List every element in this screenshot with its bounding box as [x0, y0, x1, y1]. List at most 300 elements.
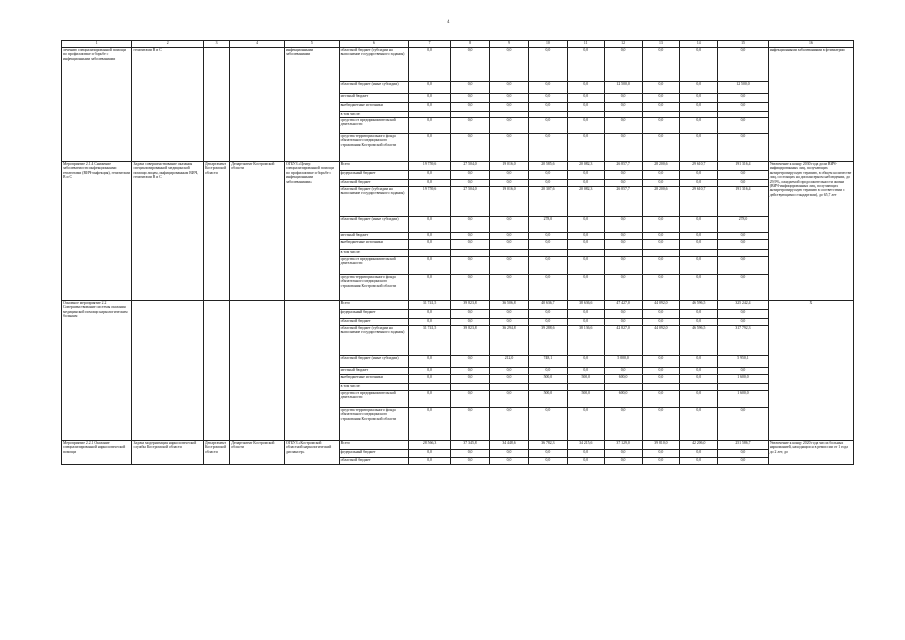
- amount-cell: 0,0: [604, 457, 642, 464]
- amount-cell: 0,0: [604, 93, 642, 102]
- amount-cell: 12 500,0: [604, 81, 642, 93]
- amount-cell: 0,0: [642, 407, 680, 440]
- funding-source-cell: областной бюджет (субсидии на выполнение государственного задания): [339, 47, 408, 81]
- amount-cell: 0,0: [409, 367, 451, 374]
- amount-cell: 0,0: [642, 309, 680, 318]
- amount-cell: [567, 249, 604, 256]
- funding-source-cell: областной бюджет: [339, 179, 408, 186]
- col-header: 7: [409, 41, 451, 48]
- amount-cell: 0,0: [680, 133, 718, 161]
- amount-cell: 0,0: [490, 102, 529, 111]
- funding-source-cell: областной бюджет: [339, 457, 408, 464]
- amount-cell: 0,0: [451, 390, 490, 407]
- amount-cell: [604, 249, 642, 256]
- table-row: [62, 440, 854, 449]
- funding-source-cell: средства от предпринимательской деятельности: [339, 390, 408, 407]
- amount-cell: 0,0: [718, 93, 768, 102]
- amount-cell: 0,0: [528, 256, 567, 274]
- amount-cell: [451, 249, 490, 256]
- amount-cell: 34 215,6: [567, 440, 604, 449]
- amount-cell: 0,0: [528, 318, 567, 325]
- amount-cell: 0,0: [567, 216, 604, 232]
- amount-cell: [680, 383, 718, 390]
- amount-cell: 0,0: [528, 170, 567, 179]
- amount-cell: 20 307,6: [528, 186, 567, 216]
- amount-cell: 39 823,8: [451, 325, 490, 355]
- amount-cell: 0,0: [680, 355, 718, 367]
- organization-cell: ОГБУЗ «Костромской областной наркологический диспансер»: [284, 440, 339, 464]
- amount-cell: 0,0: [718, 239, 768, 249]
- amount-cell: 0,0: [528, 117, 567, 133]
- amount-cell: [409, 383, 451, 390]
- amount-cell: 0,0: [642, 390, 680, 407]
- amount-cell: 0,0: [567, 117, 604, 133]
- amount-cell: 0,0: [567, 81, 604, 93]
- amount-cell: 0,0: [642, 179, 680, 186]
- amount-cell: 0,0: [718, 232, 768, 239]
- amount-cell: [490, 383, 529, 390]
- table-row: [62, 47, 854, 81]
- amount-cell: 0,0: [604, 102, 642, 111]
- amount-cell: 0,0: [567, 274, 604, 300]
- amount-cell: 0,0: [567, 449, 604, 457]
- amount-cell: 0,0: [490, 232, 529, 239]
- amount-cell: 0,0: [409, 179, 451, 186]
- executor-cell: Департамент Костромской области: [203, 440, 229, 464]
- organization-cell: инфекционными заболеваниями: [284, 47, 339, 161]
- amount-cell: 500,0: [567, 374, 604, 383]
- amount-cell: 0,0: [642, 117, 680, 133]
- amount-cell: 0,0: [409, 390, 451, 407]
- amount-cell: [451, 383, 490, 390]
- amount-cell: 0,0: [528, 309, 567, 318]
- amount-cell: 39 823,8: [451, 300, 490, 309]
- amount-cell: 19 016,0: [490, 161, 529, 170]
- task-cell: Задача модернизация наркологической службы Костромской области: [132, 440, 204, 464]
- amount-cell: [528, 383, 567, 390]
- amount-cell: 0,0: [451, 449, 490, 457]
- amount-cell: 1 600,0: [718, 390, 768, 407]
- funding-source-cell: средства от предпринимательской деятельности: [339, 117, 408, 133]
- amount-cell: 0,0: [409, 318, 451, 325]
- amount-cell: 0,0: [718, 274, 768, 300]
- amount-cell: 0,0: [528, 93, 567, 102]
- amount-cell: 0,0: [567, 318, 604, 325]
- col-header: 1: [62, 41, 132, 48]
- amount-cell: 0,0: [528, 407, 567, 440]
- amount-cell: 0,0: [680, 117, 718, 133]
- amount-cell: 0,0: [528, 457, 567, 464]
- funding-source-cell: Всего: [339, 161, 408, 170]
- amount-cell: 28 200,6: [642, 161, 680, 170]
- amount-cell: 0,0: [490, 318, 529, 325]
- amount-cell: 37 345,8: [451, 440, 490, 449]
- executor-cell: [203, 47, 229, 161]
- amount-cell: 0,0: [451, 133, 490, 161]
- header-row: [62, 41, 854, 48]
- amount-cell: 0,0: [409, 449, 451, 457]
- amount-cell: 0,0: [604, 449, 642, 457]
- amount-cell: 0,0: [528, 274, 567, 300]
- amount-cell: 251 586,7: [718, 440, 768, 449]
- amount-cell: 42 827,0: [604, 325, 642, 355]
- funding-source-cell: внебюджетные источники: [339, 374, 408, 383]
- amount-cell: 317 792,3: [718, 325, 768, 355]
- funding-source-cell: областной бюджет (субсидии на выполнение государственного задания): [339, 325, 408, 355]
- amount-cell: 0,0: [604, 309, 642, 318]
- amount-cell: 0,0: [680, 47, 718, 81]
- amount-cell: 0,0: [642, 239, 680, 249]
- amount-cell: 0,0: [567, 355, 604, 367]
- col-header: 10: [528, 41, 567, 48]
- col-header: 14: [680, 41, 718, 48]
- amount-cell: 0,0: [718, 256, 768, 274]
- amount-cell: 0,0: [718, 318, 768, 325]
- amount-cell: 0,0: [451, 274, 490, 300]
- amount-cell: 0,0: [604, 256, 642, 274]
- amount-cell: 0,0: [409, 256, 451, 274]
- amount-cell: [528, 249, 567, 256]
- amount-cell: 20 082,3: [567, 161, 604, 170]
- funding-source-cell: областной бюджет (иные субсидии): [339, 81, 408, 93]
- amount-cell: 31 741,5: [409, 325, 451, 355]
- amount-cell: 0,0: [642, 170, 680, 179]
- funding-source-cell: федеральный бюджет: [339, 449, 408, 457]
- page-marker: 4: [447, 20, 450, 25]
- organization-cell: [284, 300, 339, 440]
- amount-cell: 0,0: [680, 390, 718, 407]
- amount-cell: 19 759,6: [409, 161, 451, 170]
- amount-cell: 0,0: [718, 179, 768, 186]
- amount-cell: 191 316,4: [718, 161, 768, 170]
- col-header: 11: [567, 41, 604, 48]
- amount-cell: 0,0: [680, 309, 718, 318]
- funding-source-cell: местный бюджет: [339, 232, 408, 239]
- amount-cell: 0,0: [451, 47, 490, 81]
- amount-cell: 0,0: [718, 449, 768, 457]
- amount-cell: 0,0: [718, 457, 768, 464]
- amount-cell: 0,0: [680, 457, 718, 464]
- amount-cell: 0,0: [451, 318, 490, 325]
- amount-cell: 0,0: [718, 367, 768, 374]
- table-body: [62, 41, 854, 465]
- amount-cell: 0,0: [490, 374, 529, 383]
- amount-cell: 28 566,3: [409, 440, 451, 449]
- amount-cell: 0,0: [409, 133, 451, 161]
- amount-cell: 0,0: [567, 367, 604, 374]
- funding-source-cell: Всего: [339, 440, 408, 449]
- funding-source-cell: областной бюджет (субсидии на выполнение государственного задания): [339, 186, 408, 216]
- amount-cell: 19 016,0: [490, 186, 529, 216]
- amount-cell: 278,0: [528, 216, 567, 232]
- amount-cell: 0,0: [680, 367, 718, 374]
- amount-cell: 0,0: [642, 367, 680, 374]
- amount-cell: 0,0: [490, 457, 529, 464]
- amount-cell: 0,0: [490, 274, 529, 300]
- amount-cell: 42 206,0: [680, 440, 718, 449]
- amount-cell: 278,0: [718, 216, 768, 232]
- table-row: [62, 300, 854, 309]
- indicator-cell: Увеличение к концу 2020 года числа больных наркоманией, находящихся в ремиссии от 1 года до 2 лет, до: [768, 440, 853, 464]
- amount-cell: 0,0: [409, 93, 451, 102]
- amount-cell: 46 596,5: [680, 325, 718, 355]
- amount-cell: 0,0: [604, 407, 642, 440]
- amount-cell: 37 129,0: [604, 440, 642, 449]
- amount-cell: 0,0: [567, 170, 604, 179]
- amount-cell: 500,0: [528, 390, 567, 407]
- amount-cell: 0,0: [604, 318, 642, 325]
- table-row: [62, 161, 854, 170]
- amount-cell: 0,0: [604, 274, 642, 300]
- amount-cell: 325 242,4: [718, 300, 768, 309]
- amount-cell: [718, 383, 768, 390]
- funding-source-cell: в том числе:: [339, 383, 408, 390]
- amount-cell: 0,0: [642, 256, 680, 274]
- amount-cell: 0,0: [490, 390, 529, 407]
- amount-cell: 0,0: [567, 256, 604, 274]
- amount-cell: 31 741,5: [409, 300, 451, 309]
- amount-cell: 0,0: [567, 47, 604, 81]
- col-header: 5: [284, 41, 339, 48]
- amount-cell: 20 082,3: [567, 186, 604, 216]
- amount-cell: 0,0: [451, 239, 490, 249]
- task-cell: [132, 300, 204, 440]
- amount-cell: 0,0: [642, 457, 680, 464]
- amount-cell: 0,0: [451, 179, 490, 186]
- amount-cell: 0,0: [451, 256, 490, 274]
- amount-cell: 0,0: [642, 216, 680, 232]
- funding-source-cell: внебюджетные источники: [339, 102, 408, 111]
- amount-cell: 0,0: [451, 81, 490, 93]
- col-header: 12: [604, 41, 642, 48]
- amount-cell: [567, 383, 604, 390]
- amount-cell: 0,0: [680, 170, 718, 179]
- coexecutor-cell: [230, 300, 285, 440]
- amount-cell: 0,0: [451, 367, 490, 374]
- amount-cell: 0,0: [604, 47, 642, 81]
- activity-cell: Основное мероприятие 2.2 Совершенствование системы оказания медицинской помощи наркологическим больным: [62, 300, 132, 440]
- funding-source-cell: областной бюджет: [339, 318, 408, 325]
- amount-cell: 191 316,4: [718, 186, 768, 216]
- executor-cell: [203, 300, 229, 440]
- amount-cell: 0,0: [567, 239, 604, 249]
- funding-source-cell: средства территориального фонда обязательного медицинского страхования Костромской области: [339, 133, 408, 161]
- amount-cell: 500,0: [567, 390, 604, 407]
- amount-cell: 0,0: [567, 102, 604, 111]
- amount-cell: 600,0: [604, 374, 642, 383]
- amount-cell: [604, 383, 642, 390]
- amount-cell: 0,0: [528, 47, 567, 81]
- amount-cell: 0,0: [642, 133, 680, 161]
- amount-cell: 0,0: [642, 81, 680, 93]
- amount-cell: 0,0: [718, 133, 768, 161]
- amount-cell: 0,0: [642, 318, 680, 325]
- amount-cell: 212,0: [490, 355, 529, 367]
- amount-cell: 0,0: [680, 179, 718, 186]
- amount-cell: 0,0: [490, 216, 529, 232]
- amount-cell: 0,0: [451, 102, 490, 111]
- col-header: 9: [490, 41, 529, 48]
- amount-cell: 0,0: [451, 457, 490, 464]
- amount-cell: 0,0: [490, 170, 529, 179]
- amount-cell: 0,0: [451, 170, 490, 179]
- amount-cell: 0,0: [567, 179, 604, 186]
- amount-cell: [642, 383, 680, 390]
- col-header: 13: [642, 41, 680, 48]
- amount-cell: 600,0: [604, 390, 642, 407]
- amount-cell: 0,0: [451, 216, 490, 232]
- funding-source-cell: федеральный бюджет: [339, 309, 408, 318]
- amount-cell: 0,0: [490, 117, 529, 133]
- amount-cell: 0,0: [642, 449, 680, 457]
- activity-cell: лечению специализированной помощи по профилактике и борьбе с инфекционными заболеваниями: [62, 47, 132, 161]
- amount-cell: [680, 249, 718, 256]
- amount-cell: 0,0: [409, 407, 451, 440]
- indicator-cell: Х: [768, 300, 853, 440]
- executor-cell: Департамент Костромской области: [203, 161, 229, 300]
- amount-cell: 29 610,7: [680, 161, 718, 170]
- amount-cell: 0,0: [409, 216, 451, 232]
- amount-cell: 0,0: [642, 47, 680, 81]
- funding-source-cell: федеральный бюджет: [339, 170, 408, 179]
- amount-cell: 0,0: [490, 133, 529, 161]
- amount-cell: 0,0: [680, 318, 718, 325]
- amount-cell: 0,0: [409, 47, 451, 81]
- amount-cell: 0,0: [528, 81, 567, 93]
- amount-cell: 36 506,8: [490, 300, 529, 309]
- amount-cell: 0,0: [567, 407, 604, 440]
- amount-cell: 0,0: [409, 457, 451, 464]
- amount-cell: 27 504,0: [451, 186, 490, 216]
- amount-cell: 0,0: [409, 309, 451, 318]
- col-header: 8: [451, 41, 490, 48]
- amount-cell: 0,0: [409, 274, 451, 300]
- budget-table: [61, 40, 854, 465]
- amount-cell: 0,0: [604, 367, 642, 374]
- indicator-cell: инфекционными заболеваниями в фтизиатрии: [768, 47, 853, 161]
- amount-cell: 0,0: [409, 117, 451, 133]
- amount-cell: 0,0: [490, 407, 529, 440]
- amount-cell: 0,0: [409, 170, 451, 179]
- funding-source-cell: областной бюджет (иные субсидии): [339, 216, 408, 232]
- funding-source-cell: местный бюджет: [339, 367, 408, 374]
- col-header: 15: [718, 41, 768, 48]
- amount-cell: 36 782,3: [528, 440, 567, 449]
- amount-cell: 36 294,8: [490, 325, 529, 355]
- amount-cell: 0,0: [680, 216, 718, 232]
- amount-cell: 20 585,6: [528, 161, 567, 170]
- amount-cell: 0,0: [490, 93, 529, 102]
- amount-cell: 0,0: [528, 133, 567, 161]
- funding-source-cell: Всего: [339, 300, 408, 309]
- amount-cell: 44 092,0: [642, 300, 680, 309]
- amount-cell: 0,0: [718, 170, 768, 179]
- activity-cell: Мероприятие 2.1.4 Снижение заболеваемости инфекционными гепатитами (ВИЧ-инфекция), гепатитами В и С: [62, 161, 132, 300]
- funding-source-cell: областной бюджет (иные субсидии): [339, 355, 408, 367]
- amount-cell: 0,0: [451, 93, 490, 102]
- task-cell: гепатитами В и С: [132, 47, 204, 161]
- coexecutor-cell: Департамент Костромской области: [230, 440, 285, 464]
- amount-cell: 0,0: [409, 355, 451, 367]
- amount-cell: 0,0: [718, 309, 768, 318]
- funding-source-cell: внебюджетные источники: [339, 239, 408, 249]
- amount-cell: 40 636,7: [528, 300, 567, 309]
- funding-source-cell: средства территориального фонда обязательного медицинского страхования Костромской области: [339, 407, 408, 440]
- amount-cell: 0,0: [680, 374, 718, 383]
- amount-cell: 0,0: [567, 232, 604, 239]
- amount-cell: 5 950,1: [718, 355, 768, 367]
- amount-cell: 29 610,7: [680, 186, 718, 216]
- amount-cell: [642, 249, 680, 256]
- amount-cell: 0,0: [528, 232, 567, 239]
- amount-cell: 0,0: [642, 102, 680, 111]
- amount-cell: 748,1: [528, 355, 567, 367]
- funding-source-cell: средства территориального фонда обязательного медицинского страхования Костромской области: [339, 274, 408, 300]
- funding-source-cell: в том числе:: [339, 111, 408, 117]
- amount-cell: 0,0: [604, 133, 642, 161]
- amount-cell: [490, 249, 529, 256]
- amount-cell: 0,0: [451, 407, 490, 440]
- amount-cell: 12 500,0: [718, 81, 768, 93]
- activity-cell: Мероприятие 2.2.1 Оказание специализированной наркологической помощи: [62, 440, 132, 464]
- funding-source-cell: средства от предпринимательской деятельности: [339, 256, 408, 274]
- col-header: 2: [132, 41, 204, 48]
- amount-cell: 0,0: [528, 449, 567, 457]
- amount-cell: 0,0: [604, 170, 642, 179]
- amount-cell: 0,0: [680, 102, 718, 111]
- amount-cell: 0,0: [680, 239, 718, 249]
- amount-cell: 0,0: [409, 102, 451, 111]
- amount-cell: 27 504,0: [451, 161, 490, 170]
- amount-cell: 0,0: [718, 102, 768, 111]
- amount-cell: 0,0: [528, 367, 567, 374]
- col-header: 16: [768, 41, 853, 48]
- amount-cell: 0,0: [642, 93, 680, 102]
- amount-cell: 0,0: [409, 239, 451, 249]
- amount-cell: 0,0: [680, 93, 718, 102]
- amount-cell: 0,0: [567, 457, 604, 464]
- amount-cell: 0,0: [680, 274, 718, 300]
- funding-source-cell: местный бюджет: [339, 93, 408, 102]
- amount-cell: 0,0: [718, 117, 768, 133]
- amount-cell: 0,0: [490, 256, 529, 274]
- amount-cell: 0,0: [680, 256, 718, 274]
- amount-cell: 19 759,6: [409, 186, 451, 216]
- amount-cell: 46 596,5: [680, 300, 718, 309]
- amount-cell: 0,0: [451, 309, 490, 318]
- amount-cell: 0,0: [680, 449, 718, 457]
- amount-cell: 47 427,0: [604, 300, 642, 309]
- amount-cell: 0,0: [718, 407, 768, 440]
- amount-cell: 0,0: [642, 374, 680, 383]
- amount-cell: 0,0: [567, 133, 604, 161]
- amount-cell: 39 810,0: [642, 440, 680, 449]
- amount-cell: 0,0: [490, 449, 529, 457]
- amount-cell: 500,0: [528, 374, 567, 383]
- coexecutor-cell: Департамент Костромской области: [230, 161, 285, 300]
- amount-cell: 0,0: [451, 355, 490, 367]
- amount-cell: 34 448,6: [490, 440, 529, 449]
- amount-cell: 0,0: [680, 407, 718, 440]
- amount-cell: 0,0: [451, 232, 490, 239]
- amount-cell: [409, 249, 451, 256]
- amount-cell: 44 092,0: [642, 325, 680, 355]
- coexecutor-cell: [230, 47, 285, 161]
- amount-cell: 0,0: [604, 216, 642, 232]
- funding-source-cell: в том числе:: [339, 249, 408, 256]
- amount-cell: 38 636,6: [567, 300, 604, 309]
- amount-cell: 0,0: [680, 232, 718, 239]
